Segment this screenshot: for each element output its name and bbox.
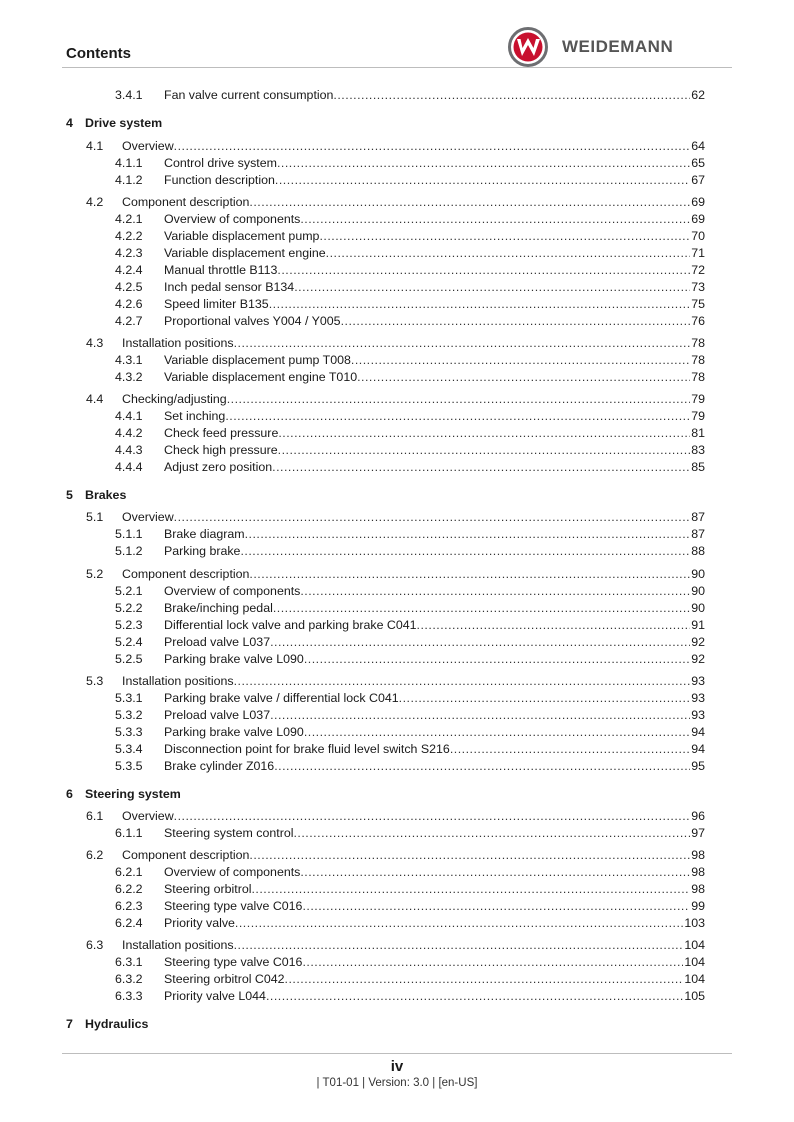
toc-subsection-entry[interactable] (0, 583, 794, 600)
section-title: Overview (122, 809, 174, 823)
section-number: 5.1 (86, 510, 104, 524)
dot-leader (302, 954, 683, 971)
section-number: 4.1 (86, 139, 104, 153)
section-number: 5.3.2 (115, 708, 143, 722)
entry-leader (164, 915, 705, 932)
dot-leader (234, 335, 691, 352)
page-ref: 96 (691, 809, 705, 823)
page-ref: 88 (691, 544, 705, 558)
page-ref: 76 (691, 314, 705, 328)
section-number: 5.3.1 (115, 691, 143, 705)
dot-leader (234, 937, 684, 954)
section-number: 4.2 (86, 195, 104, 209)
dot-leader (235, 915, 683, 932)
brand-name: WEIDEMANN (562, 37, 674, 56)
section-title: Preload valve L037 (164, 635, 271, 649)
dot-leader (285, 971, 684, 988)
section-title: Component description (122, 195, 250, 209)
dot-leader (277, 155, 690, 172)
page-ref: 78 (691, 353, 705, 367)
page-ref: 90 (691, 584, 705, 598)
entry-leader (164, 825, 705, 842)
section-number: 5.2.2 (115, 601, 143, 615)
section-title: Set inching (164, 409, 226, 423)
toc-section-entry[interactable] (0, 937, 794, 954)
section-number: 4.4 (86, 392, 104, 406)
dot-leader (270, 707, 690, 724)
entry-leader (164, 459, 705, 476)
entry-leader (122, 509, 705, 526)
page-ref: 104 (684, 955, 705, 969)
toc-subsection-entry[interactable] (0, 296, 794, 313)
page-title: Contents (66, 45, 131, 62)
dot-leader (240, 543, 690, 560)
entry-leader (164, 526, 705, 543)
entry-leader (164, 87, 705, 104)
page-ref: 69 (691, 212, 705, 226)
toc-subsection-entry[interactable] (0, 262, 794, 279)
section-number: 4.2.7 (115, 314, 143, 328)
page-ref: 83 (691, 443, 705, 457)
page-ref: 87 (691, 527, 705, 541)
toc-subsection-entry[interactable] (0, 172, 794, 189)
toc-subsection-entry[interactable] (0, 825, 794, 842)
section-number: 5.2.4 (115, 635, 143, 649)
page-ref: 93 (691, 708, 705, 722)
dot-leader (174, 808, 691, 825)
section-number: 4.2.1 (115, 212, 143, 226)
section-title: Brake/inching pedal (164, 601, 273, 615)
toc-subsection-entry[interactable] (0, 881, 794, 898)
toc-chapter-heading[interactable] (66, 1016, 148, 1033)
entry-leader (122, 808, 705, 825)
toc-subsection-entry[interactable] (0, 211, 794, 228)
page-ref: 87 (691, 510, 705, 524)
page-ref: 70 (691, 229, 705, 243)
entry-leader (122, 194, 705, 211)
section-title: Inch pedal sensor B134 (164, 280, 295, 294)
toc-subsection-entry[interactable] (0, 954, 794, 971)
dot-leader (227, 391, 691, 408)
entry-leader (122, 673, 705, 690)
entry-leader (164, 881, 705, 898)
toc-subsection-entry[interactable] (0, 369, 794, 386)
entry-leader (164, 442, 705, 459)
dot-leader (249, 847, 690, 864)
section-number: 6.2.4 (115, 916, 143, 930)
section-title: Disconnection point for brake fluid level switch S216 (164, 742, 450, 756)
section-title: Component description (122, 848, 250, 862)
dot-leader (234, 673, 691, 690)
section-title: Variable displacement engine (164, 246, 326, 260)
entry-leader (164, 262, 705, 279)
toc-subsection-entry[interactable] (0, 600, 794, 617)
section-number: 4.3.1 (115, 353, 143, 367)
entry-leader (164, 369, 705, 386)
entry-leader (164, 971, 705, 988)
entry-leader (164, 543, 705, 560)
section-title: Brake diagram (164, 527, 245, 541)
section-number: 4.1.2 (115, 173, 143, 187)
section-title: Overview of components (164, 584, 301, 598)
page-ref: 104 (684, 972, 705, 986)
page-ref: 85 (691, 460, 705, 474)
entry-leader (164, 898, 705, 915)
chapter-title: Drive system (85, 116, 163, 130)
section-title: Steering orbitrol (164, 882, 252, 896)
section-title: Overview of components (164, 865, 301, 879)
toc-subsection-entry[interactable] (0, 651, 794, 668)
dot-leader (273, 600, 690, 617)
dot-leader (300, 864, 690, 881)
section-title: Manual throttle B113 (164, 263, 278, 277)
section-number: 5.3.3 (115, 725, 143, 739)
dot-leader (304, 651, 690, 668)
page-ref: 69 (691, 195, 705, 209)
section-number: 4.4.2 (115, 426, 143, 440)
toc-subsection-entry[interactable] (0, 634, 794, 651)
section-title: Steering type valve C016 (164, 955, 303, 969)
toc-subsection-entry[interactable] (0, 971, 794, 988)
page-ref: 92 (691, 635, 705, 649)
toc-section-entry[interactable] (0, 673, 794, 690)
page-ref: 65 (691, 156, 705, 170)
chapter-number: 6 (66, 787, 73, 801)
section-number: 6.3.3 (115, 989, 143, 1003)
toc-subsection-entry[interactable] (0, 408, 794, 425)
section-number: 5.2 (86, 567, 104, 581)
section-number: 4.4.1 (115, 409, 143, 423)
section-number: 4.2.3 (115, 246, 143, 260)
page-ref: 67 (691, 173, 705, 187)
entry-leader (164, 651, 705, 668)
page-ref: 81 (691, 426, 705, 440)
section-number: 6.2.1 (115, 865, 143, 879)
entry-leader (164, 600, 705, 617)
dot-leader (341, 313, 691, 330)
chapter-number: 4 (66, 116, 73, 130)
page-ref: 95 (691, 759, 705, 773)
toc-chapter-heading[interactable] (66, 115, 162, 132)
section-title: Variable displacement pump (164, 229, 320, 243)
toc-subsection-entry[interactable] (0, 707, 794, 724)
entry-leader (164, 228, 705, 245)
toc-section-entry[interactable] (0, 194, 794, 211)
toc-subsection-entry[interactable] (0, 543, 794, 560)
chapter-number: 5 (66, 488, 73, 502)
toc-subsection-entry[interactable] (0, 459, 794, 476)
page-ref: 64 (691, 139, 705, 153)
section-number: 4.1.1 (115, 156, 143, 170)
section-title: Control drive system (164, 156, 277, 170)
toc-subsection-entry[interactable] (0, 442, 794, 459)
entry-leader (164, 741, 705, 758)
page-ref: 99 (691, 899, 705, 913)
dot-leader (174, 138, 691, 155)
section-number: 3.4.1 (115, 88, 143, 102)
dot-leader (333, 87, 690, 104)
section-title: Installation positions (122, 674, 234, 688)
dot-leader (277, 262, 690, 279)
dot-leader (326, 245, 691, 262)
dot-leader (278, 442, 691, 459)
toc-section-entry[interactable] (0, 509, 794, 526)
dot-leader (251, 881, 690, 898)
toc-section-entry[interactable] (0, 335, 794, 352)
section-number: 5.2.1 (115, 584, 143, 598)
dot-leader (399, 690, 691, 707)
toc-section-entry[interactable] (0, 847, 794, 864)
section-title: Proportional valves Y004 / Y005 (164, 314, 341, 328)
page-ref: 73 (691, 280, 705, 294)
toc-subsection-entry[interactable] (0, 155, 794, 172)
page-ref: 94 (691, 742, 705, 756)
dot-leader (357, 369, 690, 386)
section-title: Speed limiter B135 (164, 297, 269, 311)
dot-leader (275, 172, 690, 189)
page-ref: 79 (691, 392, 705, 406)
section-title: Checking/adjusting (122, 392, 227, 406)
section-number: 4.3.2 (115, 370, 143, 384)
section-number: 6.3.2 (115, 972, 143, 986)
toc-subsection-entry[interactable] (0, 228, 794, 245)
entry-leader (164, 617, 705, 634)
toc-subsection-entry[interactable] (0, 425, 794, 442)
page-ref: 90 (691, 601, 705, 615)
footer-divider (62, 1053, 732, 1054)
section-number: 4.2.2 (115, 229, 143, 243)
page-ref: 92 (691, 652, 705, 666)
section-title: Parking brake valve L090 (164, 652, 304, 666)
entry-leader (164, 279, 705, 296)
entry-leader (122, 937, 705, 954)
section-title: Parking brake valve / differential lock C041 (164, 691, 399, 705)
section-number: 5.3.4 (115, 742, 143, 756)
toc-subsection-entry[interactable] (0, 279, 794, 296)
section-title: Priority valve (164, 916, 235, 930)
section-title: Installation positions (122, 938, 234, 952)
dot-leader (274, 758, 690, 775)
section-number: 5.1.2 (115, 544, 143, 558)
toc-subsection-entry[interactable] (0, 526, 794, 543)
dot-leader (270, 634, 690, 651)
page-ref: 71 (691, 246, 705, 260)
dot-leader (319, 228, 690, 245)
entry-leader (164, 408, 705, 425)
entry-leader (164, 296, 705, 313)
page-ref: 98 (691, 865, 705, 879)
toc-section-entry[interactable] (0, 566, 794, 583)
page-ref: 105 (684, 989, 705, 1003)
toc-subsection-entry[interactable] (0, 758, 794, 775)
section-number: 6.1.1 (115, 826, 143, 840)
entry-leader (164, 211, 705, 228)
section-number: 6.3 (86, 938, 104, 952)
dot-leader (269, 296, 691, 313)
section-number: 6.2.2 (115, 882, 143, 896)
toc-subsection-entry[interactable] (0, 724, 794, 741)
page-number: iv (390, 1058, 404, 1075)
toc-chapter-heading[interactable] (66, 487, 126, 504)
dot-leader (174, 509, 691, 526)
entry-leader (164, 724, 705, 741)
section-number: 6.3.1 (115, 955, 143, 969)
dot-leader (245, 526, 691, 543)
page-ref: 72 (691, 263, 705, 277)
section-title: Variable displacement pump T008 (164, 353, 351, 367)
page-ref: 104 (684, 938, 705, 952)
toc-subsection-entry[interactable] (0, 617, 794, 634)
toc-subsection-entry[interactable] (0, 87, 794, 104)
toc-subsection-entry[interactable] (0, 245, 794, 262)
toc-subsection-entry[interactable] (0, 988, 794, 1005)
dot-leader (304, 724, 690, 741)
entry-leader (164, 155, 705, 172)
section-number: 4.2.6 (115, 297, 143, 311)
page-ref: 97 (691, 826, 705, 840)
section-number: 4.3 (86, 336, 104, 350)
section-title: Overview (122, 510, 174, 524)
toc-section-entry[interactable] (0, 391, 794, 408)
dot-leader (249, 194, 690, 211)
section-title: Steering type valve C016 (164, 899, 303, 913)
dot-leader (249, 566, 690, 583)
toc-subsection-entry[interactable] (0, 313, 794, 330)
entry-leader (164, 634, 705, 651)
section-title: Function description (164, 173, 275, 187)
dot-leader (300, 211, 690, 228)
dot-leader (302, 898, 690, 915)
section-number: 6.1 (86, 809, 104, 823)
toc-chapter-heading[interactable] (66, 786, 181, 803)
toc-subsection-entry[interactable] (0, 915, 794, 932)
toc-section-entry[interactable] (0, 138, 794, 155)
dot-leader (294, 279, 690, 296)
section-title: Parking brake (164, 544, 241, 558)
section-title: Steering orbitrol C042 (164, 972, 285, 986)
chapter-title: Steering system (85, 787, 181, 801)
page-ref: 91 (691, 618, 705, 632)
section-title: Brake cylinder Z016 (164, 759, 275, 773)
section-title: Parking brake valve L090 (164, 725, 304, 739)
section-title: Component description (122, 567, 250, 581)
page-ref: 98 (691, 848, 705, 862)
section-title: Steering system control (164, 826, 294, 840)
section-number: 5.3.5 (115, 759, 143, 773)
entry-leader (164, 864, 705, 881)
toc-subsection-entry[interactable] (0, 690, 794, 707)
page-ref: 93 (691, 691, 705, 705)
section-title: Variable displacement engine T010 (164, 370, 358, 384)
toc-subsection-entry[interactable] (0, 864, 794, 881)
dot-leader (266, 988, 683, 1005)
section-title: Overview (122, 139, 174, 153)
entry-leader (122, 335, 705, 352)
section-title: Check feed pressure (164, 426, 279, 440)
page-ref: 90 (691, 567, 705, 581)
toc-section-entry[interactable] (0, 808, 794, 825)
section-number: 4.2.4 (115, 263, 143, 277)
entry-leader (164, 583, 705, 600)
section-title: Adjust zero position (164, 460, 273, 474)
dot-leader (225, 408, 690, 425)
page-ref: 98 (691, 882, 705, 896)
section-number: 5.3 (86, 674, 104, 688)
section-number: 5.2.5 (115, 652, 143, 666)
page-ref: 103 (684, 916, 705, 930)
section-title: Overview of components (164, 212, 301, 226)
entry-leader (164, 758, 705, 775)
page-ref: 62 (691, 88, 705, 102)
section-number: 6.2.3 (115, 899, 143, 913)
page-ref: 79 (691, 409, 705, 423)
page-ref: 94 (691, 725, 705, 739)
entry-leader (122, 847, 705, 864)
page-ref: 93 (691, 674, 705, 688)
entry-leader (164, 425, 705, 442)
entry-leader (164, 313, 705, 330)
entry-leader (122, 566, 705, 583)
section-title: Fan valve current consumption (164, 88, 334, 102)
page-ref: 75 (691, 297, 705, 311)
dot-leader (278, 425, 690, 442)
section-number: 4.2.5 (115, 280, 143, 294)
section-title: Preload valve L037 (164, 708, 271, 722)
entry-leader (164, 954, 705, 971)
toc-subsection-entry[interactable] (0, 352, 794, 369)
dot-leader (450, 741, 690, 758)
section-number: 4.4.3 (115, 443, 143, 457)
chapter-number: 7 (66, 1017, 73, 1031)
section-number: 5.2.3 (115, 618, 143, 632)
entry-leader (164, 245, 705, 262)
entry-leader (164, 988, 705, 1005)
section-title: Installation positions (122, 336, 234, 350)
section-title: Priority valve L044 (164, 989, 266, 1003)
entry-leader (164, 690, 705, 707)
section-number: 4.4.4 (115, 460, 143, 474)
section-number: 6.2 (86, 848, 104, 862)
document-meta: | T01-01 | Version: 3.0 | [en-US] (316, 1077, 478, 1089)
page-ref: 78 (691, 370, 705, 384)
entry-leader (164, 172, 705, 189)
entry-leader (164, 352, 705, 369)
toc-subsection-entry[interactable] (0, 741, 794, 758)
dot-leader (351, 352, 690, 369)
dot-leader (417, 617, 691, 634)
toc-subsection-entry[interactable] (0, 898, 794, 915)
chapter-title: Brakes (85, 488, 127, 502)
dot-leader (293, 825, 690, 842)
section-title: Differential lock valve and parking brake C041 (164, 618, 417, 632)
entry-leader (122, 138, 705, 155)
dot-leader (300, 583, 690, 600)
entry-leader (122, 391, 705, 408)
chapter-title: Hydraulics (85, 1017, 149, 1031)
page-ref: 78 (691, 336, 705, 350)
section-number: 5.1.1 (115, 527, 143, 541)
entry-leader (164, 707, 705, 724)
dot-leader (272, 459, 690, 476)
section-title: Check high pressure (164, 443, 278, 457)
